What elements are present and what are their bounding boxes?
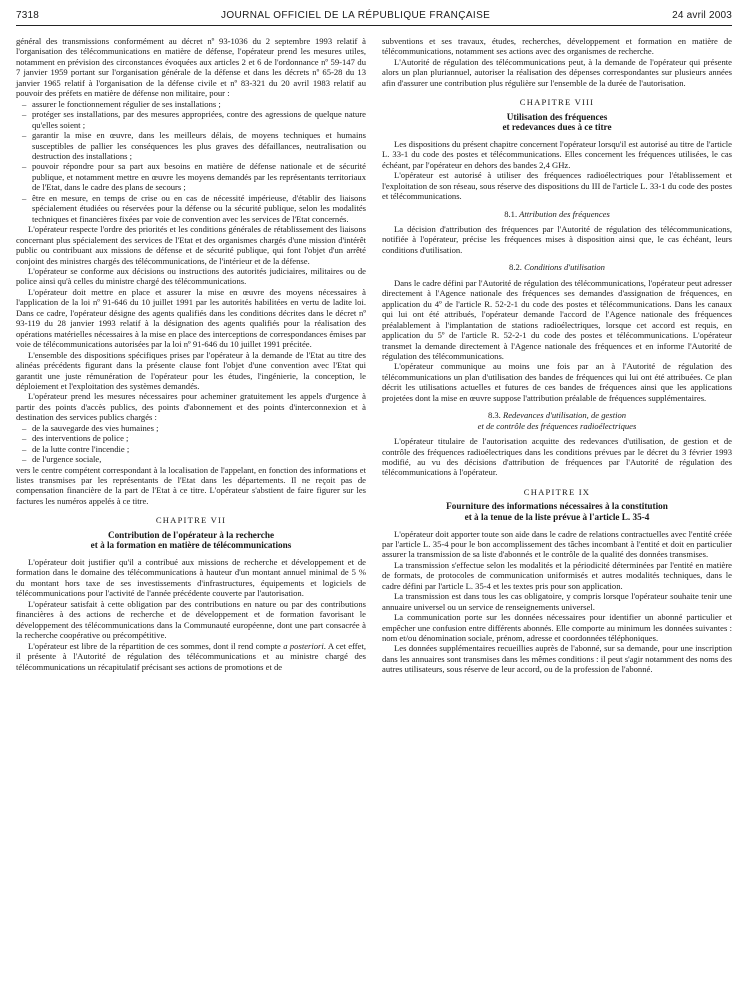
list-item: – de l'urgence sociale, bbox=[32, 454, 366, 464]
paragraph: subventions et ses travaux, études, recherches, développement et formation en matière de télécommunications, notamment ses actions avec des organismes de recherche. bbox=[382, 36, 732, 57]
paragraph: La communication porte sur les données nécessaires pour identifier un abonné particulier et empêcher une confusion entre différents abonnés. Elle comporte au minimum les données suivantes : nom et/ou dénomination sociale, prénom, adresse et coordonnées téléphoniques. bbox=[382, 612, 732, 644]
paragraph: L'opérateur communique au moins une fois par an à l'Autorité de régulation des télécommunications un plan d'utilisation des bandes de fréquences qui lui ont été attribuées. Ce plan décrit les utilisations actuelles et futures de ces bandes de fréquences ainsi que les applications projetées dont la mise en œuvre suppose l'attribution préalable de fréquences supplémentaires. bbox=[382, 361, 732, 403]
list-item: – des interventions de police ; bbox=[32, 433, 366, 443]
section-heading-8-1 bbox=[382, 209, 732, 219]
section-title: Attribution des fréquences bbox=[519, 208, 610, 219]
paragraph: vers le centre compétent correspondant à la localisation de l'appelant, en fonction des informations et listes transmises par les représentants de l'Etat dans les départements. Il ne reçoit pas de compensation financière de la part de l'Etat à ce titre. L'opérateur s'abstient de faire figurer sur les factures les numéros appelés à ce titre. bbox=[16, 464, 366, 506]
paragraph: L'opérateur doit justifier qu'il a contribué aux missions de recherche et développement et de formation dans le domaine des télécommunications à hauteur d'un montant annuel minimal de 5 % du montant hors taxe de ses investissements d'infrastructures, équipements et logiciels de télécommunications pour l'activité de l'année précédente couverte par l'autorisation. bbox=[16, 557, 366, 599]
text-run: L'opérateur est libre de la répartition de ces sommes, dont il rend compte bbox=[28, 640, 284, 651]
italic-term: a posteriori bbox=[283, 640, 324, 651]
section-number: 8.2. bbox=[509, 262, 522, 273]
paragraph: Les données supplémentaires recueillies auprès de l'abonné, sur sa demande, pour une inscription dans les annuaires sont transmises dans les mêmes conditions : il peut s'agir notamment des noms des autres utilisateurs, sous réserve de leur accord, ou de la profession de l'abonné. bbox=[382, 643, 732, 675]
chapter-heading-vii: CHAPITRE VII bbox=[155, 515, 227, 526]
list-item: – de la lutte contre l'incendie ; bbox=[32, 444, 366, 454]
running-header bbox=[16, 10, 732, 26]
journal-title: JOURNAL OFFICIEL DE LA RÉPUBLIQUE FRANÇAISE bbox=[220, 10, 491, 21]
paragraph: L'opérateur doit apporter toute son aide dans le cadre de relations contractuelles avec l'entité créée par l'article L. 35-4 pour le bon accomplissement des tâches incombant à l'entité et doit en particulier assurer la transmission de sa liste d'abonnés et le contrôle de la qualité des données transmises. bbox=[382, 528, 732, 560]
paragraph: L'opérateur doit mettre en place et assurer la mise en œuvre des moyens nécessaires à l'application de la loi nº 91-646 du 10 juillet 1991 par les autorités habilitées en vertu de ladite loi. Dans ce cadre, l'opérateur désigne des agents qualifiés dans les conditions décrites dans le décret nº 93-119 du 28 janvier 1993 relatif à la désignation des agents qualifiés pour la réalisation des opérations matérielles nécessaires à la mise en place des interceptions de correspondances émises par voie de télécommunications autorisées par la loi nº 91-646 du 10 juillet 1991 précitée. bbox=[16, 286, 366, 350]
list-item: – de la sauvegarde des vies humaines ; bbox=[32, 423, 366, 433]
section-number: 8.3. bbox=[487, 410, 501, 421]
chapter-title-viii bbox=[382, 112, 732, 133]
chapter-title-line: et à la tenue de la liste prévue à l'article L. 35-4 bbox=[464, 511, 650, 522]
chapter-title-line: et à la formation en matière de télécommunications bbox=[90, 540, 292, 551]
section-number: 8.1. bbox=[504, 208, 518, 219]
section-title: Redevances d'utilisation, de gestion bbox=[502, 410, 627, 421]
paragraph: Dans le cadre défini par l'Autorité de régulation des télécommunications, l'opérateur peut adresser directement à l'Agence nationale des fréquences ses demandes d'assignation de fréquences, en application du 4º de l'article R. 52-2-1 du code des postes et télécommunications. Dans les canaux qui lui ont été attribués, l'opérateur demande l'accord de l'Agence nationale des fréquences préalablement à l'implantation de stations radioélectriques, lorsque cet accord est requis, en application du 5º de l'article R. 52-2-1 du code des postes et télécommunications. L'opérateur transmet la demande directement à l'Agence nationale des fréquences et en informe l'Autorité de régulation des télécommunications. bbox=[382, 277, 732, 361]
list-item: – pouvoir répondre pour sa part aux besoins en matière de défense nationale et de sécurité publique, et notamment mettre en œuvre les moyens demandés par les représentants territoriaux de l'Etat, dans le cadre des plans de secours ; bbox=[32, 161, 366, 192]
paragraph: Les dispositions du présent chapitre concernent l'opérateur lorsqu'il est autorisé au titre de l'article L. 33-1 du code des postes et télécommunications. Elles concernent les fréquences utilisées, le cas échéant, par l'opérateur en dehors des bandes 2,4 GHz. bbox=[382, 138, 732, 170]
chapter-heading-ix: CHAPITRE IX bbox=[523, 486, 591, 497]
paragraph: L'ensemble des dispositions spécifiques prises par l'opérateur à la demande de l'Etat au titre des alinéas précédents figurant dans la présente clause font l'objet d'une convention avec l'Etat qui garantit une juste rémunération de l'opérateur pour les études, l'ingénierie, la conception, le déploiement et l'exploitation des systèmes demandés. bbox=[16, 349, 366, 391]
list-item: – garantir la mise en œuvre, dans les meilleurs délais, de moyens techniques et humains susceptibles de pallier les conséquences les plus graves des défaillances, neutralisation ou destruction des installations ; bbox=[32, 130, 366, 161]
text-columns bbox=[16, 36, 732, 675]
list-item: – protéger ses installations, par des mesures appropriées, contre des agressions de quelque nature qu'elles soient ; bbox=[32, 109, 366, 130]
chapter-title-ix bbox=[382, 501, 732, 522]
paragraph: L'opérateur est autorisé à utiliser des fréquences radioélectriques pour l'établissement et l'exploitation de son réseau, sous réserve des dispositions du III de l'article L. 33-1 du code des postes et télécommunications. bbox=[382, 170, 732, 202]
paragraph: L'Autorité de régulation des télécommunications peut, à la demande de l'opérateur qui présente alors un plan pluriannuel, autoriser la réalisation des dépenses correspondantes sur plusieurs années afin d'assurer une contribution plus régulière sur l'ensemble de la durée de l'autorisation. bbox=[382, 56, 732, 88]
chapter-title-line: Fourniture des informations nécessaires à la constitution bbox=[446, 501, 668, 512]
chapter-title-line: Utilisation des fréquences bbox=[506, 111, 608, 122]
paragraph: La transmission s'effectue selon les modalités et la périodicité déterminées par l'entité en matière de formats, de protocoles de communication uniformisés et autres modalités techniques, dans le cadre défini par l'article L. 35-4 et les textes pris pour son application. bbox=[382, 559, 732, 591]
paragraph: L'opérateur respecte l'ordre des priorités et les conditions générales de rétablissement des liaisons concernant plus spécialement des services de l'Etat et des organismes chargés d'une mission d'intérêt public ou contribuant aux missions de défense et de sécurité publique, qui font l'objet d'un arrêté conjoint des ministres chargés des télécommunications, de l'intérieur et de la défense. bbox=[16, 224, 366, 266]
left-column bbox=[16, 36, 366, 675]
paragraph: La décision d'attribution des fréquences par l'Autorité de régulation des télécommunications, notifiée à l'opérateur, précise les fréquences mises à disposition ainsi que, le cas échéant, leurs conditions d'utilisation. bbox=[382, 224, 732, 255]
paragraph: L'opérateur satisfait à cette obligation par des contributions en nature ou par des contributions financières à des actions de recherche et de développement et de formation favorisant le développement des télécommunications dans la Communauté européenne, dont une part consacrée à la recherche coopérative ou précompétitive. bbox=[16, 598, 366, 641]
chapter-title-line: et redevances dues à ce titre bbox=[502, 122, 612, 133]
section-title: et de contrôle des fréquences radioélectriques bbox=[477, 420, 637, 431]
paragraph: La transmission est dans tous les cas obligatoire, y compris lorsque l'opérateur souhaite tenir une annuaire universel ou un service de renseignements universel. bbox=[382, 591, 732, 612]
paragraph: L'opérateur prend les mesures nécessaires pour acheminer gratuitement les appels d'urgence à partir des points d'accès publics, des points d'abonnement et des points d'interconnexion et à destination des services publics chargés : bbox=[16, 391, 366, 423]
section-title: Conditions d'utilisation bbox=[524, 262, 605, 273]
text-run: . A cet effet, il présente à l'Autorité de régulation des télécommunications et au ministre chargé des télécommunications un récapitulatif précisant ses actions de promotions et de bbox=[16, 640, 367, 672]
paragraph: L'opérateur titulaire de l'autorisation acquitte des redevances d'utilisation, de gestion et de contrôle des fréquences radioélectriques dans les conditions prévues par le décret du 3 février 1993 modifié, au vu des décisions d'attribution de fréquences par l'Autorité de régulation des télécommunications à l'opérateur. bbox=[382, 436, 732, 478]
list-item: – assurer le fonctionnement régulier de ses installations ; bbox=[32, 99, 366, 109]
paragraph bbox=[16, 641, 366, 672]
chapter-heading-viii: CHAPITRE VIII bbox=[519, 97, 595, 108]
right-column bbox=[382, 36, 732, 675]
emergency-services-list bbox=[16, 423, 366, 465]
publication-date: 24 avril 2003 bbox=[672, 10, 732, 21]
page-number: 7318 bbox=[16, 10, 40, 21]
section-heading-8-3 bbox=[382, 410, 732, 431]
chapter-title-line: Contribution de l'opérateur à la recherche bbox=[107, 529, 275, 540]
paragraph: L'opérateur se conforme aux décisions ou instructions des autorités judiciaires, militaires ou de police ainsi qu'à celles du ministre chargé des télécommunications. bbox=[16, 265, 366, 287]
list-item: – être en mesure, en temps de crise ou en cas de nécessité impérieuse, d'établir des liaisons spécialement étudiées ou réservées pour la défense ou la sécurité publique, selon les modalités techniques et financières fixées par voie de convention avec les services de l'Etat concernés. bbox=[32, 193, 366, 224]
section-heading-8-2 bbox=[382, 262, 732, 272]
chapter-title-vii bbox=[16, 530, 366, 551]
defense-obligations-list bbox=[16, 99, 366, 224]
paragraph: général des transmissions conformément au décret nº 93-1036 du 2 septembre 1993 relatif à l'organisation des télécommunications en matière de défense, l'opérateur prend les mesures utiles, notamment en prévision des circonstances évoquées aux articles 2 et 6 de l'ordonnance nº 59-147 du 7 janvier 1959 portant sur l'organisation générale de la défense et dans les décrets nº 65-28 du 13 janvier 1965 relatif à l'organisation de la défense civile et nº 83-321 du 20 avril 1983 relatif au pouvoir des préfets en matière de défense non militaire, pour : bbox=[16, 36, 366, 99]
